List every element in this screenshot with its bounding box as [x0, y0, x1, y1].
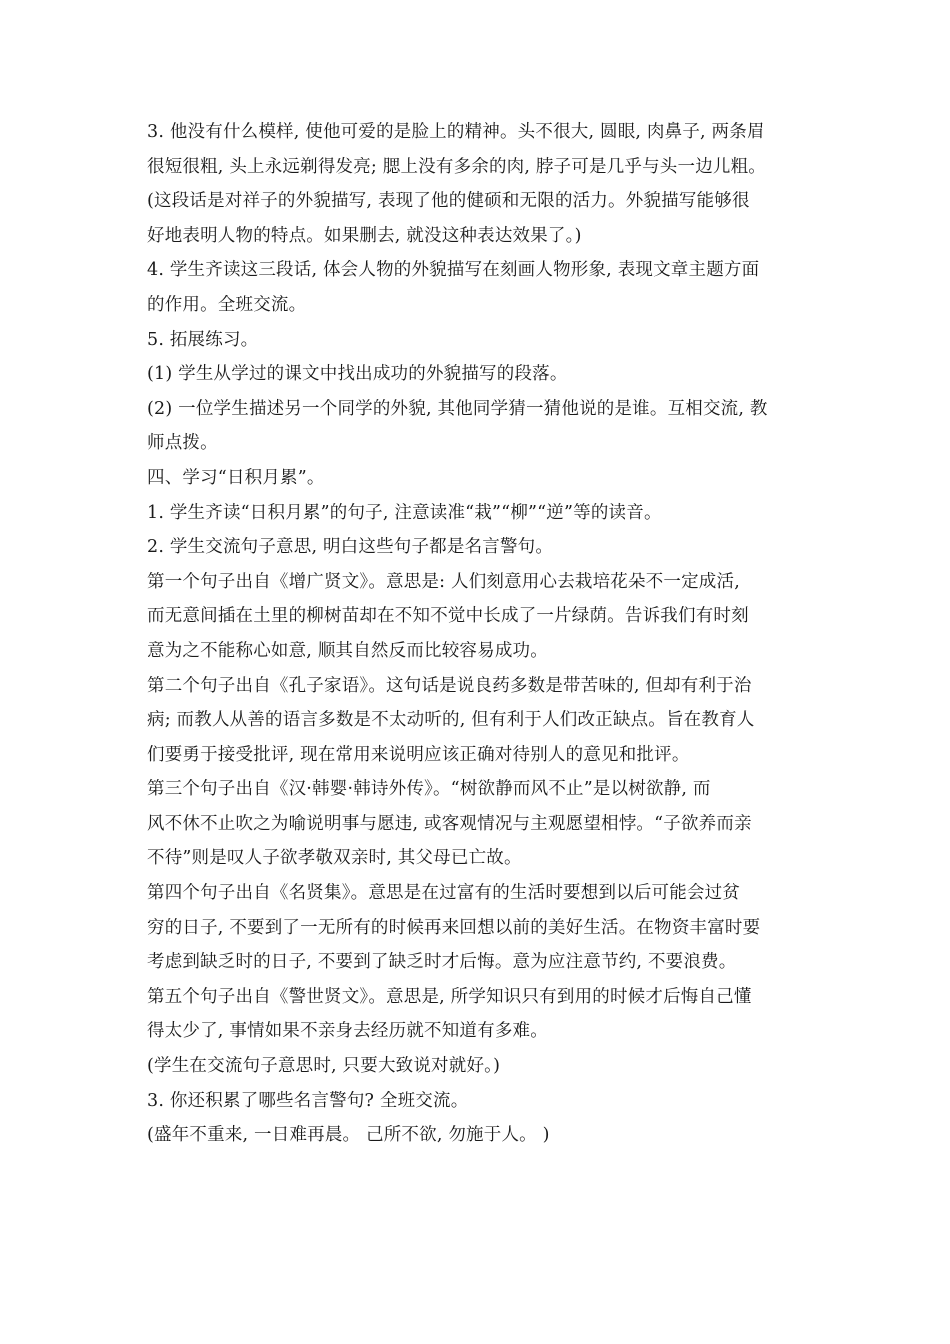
- text-line: 的作用。全班交流。: [147, 294, 307, 315]
- text-line: 们要勇于接受批评, 现在常用来说明应该正确对待别人的意见和批评。: [147, 744, 690, 765]
- text-line: 第一个句子出自《增广贤文》。意思是: 人们刻意用心去栽培花朵不一定成活,: [147, 571, 740, 592]
- text-line: 意为之不能称心如意, 顺其自然反而比较容易成功。: [147, 640, 548, 661]
- text-line: 5. 拓展练习。: [147, 329, 259, 350]
- text-line: (1) 学生从学过的课文中找出成功的外貌描写的段落。: [147, 364, 568, 385]
- text-line: 穷的日子, 不要到了一无所有的时候再来回想以前的美好生活。在物资丰富时要: [147, 917, 761, 938]
- text-line: 而无意间插在土里的柳树苗却在不知不觉中长成了一片绿荫。告诉我们有时刻: [147, 606, 749, 627]
- text-line: 2. 学生交流句子意思, 明白这些句子都是名言警句。: [147, 537, 554, 558]
- text-line: 3. 他没有什么模样, 使他可爱的是脸上的精神。头不很大, 圆眼, 肉鼻子, 两条眉: [147, 122, 765, 142]
- text-line: 很短很粗, 头上永远剃得发亮; 腮上没有多余的肉, 脖子可是几乎与头一边儿粗。: [147, 156, 767, 177]
- section-heading: 四、学习“日积月累”。: [147, 467, 325, 488]
- text-line: (学生在交流句子意思时, 只要大致说对就好。): [147, 1056, 501, 1077]
- text-line: 第四个句子出自《名贤集》。意思是在过富有的生活时要想到以后可能会过贫: [147, 883, 741, 904]
- text-line: (这段话是对祥子的外貌描写, 表现了他的健硕和无限的活力。外貌描写能够很: [147, 191, 750, 212]
- text-line: 好地表明人物的特点。如果删去, 就没这种表达效果了。): [147, 225, 582, 246]
- text-line: 得太少了, 事情如果不亲身去经历就不知道有多难。: [147, 1021, 548, 1042]
- document-body: [147, 115, 817, 1153]
- text-line: 3. 你还积累了哪些名言警句? 全班交流。: [147, 1090, 469, 1111]
- text-line: (盛年不重来, 一日难再晨。 己所不欲, 勿施于人。 ): [147, 1125, 550, 1146]
- text-line: 4. 学生齐读这三段话, 体会人物的外貌描写在刻画人物形象, 表现文章主题方面: [147, 260, 760, 281]
- text-line: 第五个句子出自《警世贤文》。意思是, 所学知识只有到用的时候才后悔自己懂: [147, 986, 752, 1007]
- text-line: 病; 而教人从善的语言多数是不太动听的, 但有利于人们改正缺点。旨在教育人: [147, 710, 755, 731]
- text-line: 1. 学生齐读“日积月累”的句子, 注意读准“栽”“柳”“逆”等的读音。: [147, 502, 662, 523]
- text-line: 不待”则是叹人子欲孝敬双亲时, 其父母已亡故。: [147, 848, 522, 869]
- text-line: 第二个句子出自《孔子家语》。这句话是说良药多数是带苦味的, 但却有利于治: [147, 675, 752, 696]
- text-line: 风不休不止吹之为喻说明事与愿违, 或客观情况与主观愿望相悖。“子欲养而亲: [147, 813, 752, 834]
- text-line: 第三个句子出自《汉·韩婴·韩诗外传》。“树欲静而风不止”是以树欲静, 而: [147, 779, 711, 800]
- text-line: (2) 一位学生描述另一个同学的外貌, 其他同学猜一猜他说的是谁。互相交流, 教: [147, 398, 768, 419]
- text-line: 考虑到缺乏时的日子, 不要到了缺乏时才后悔。意为应注意节约, 不要浪费。: [147, 952, 737, 973]
- text-line: 师点拨。: [147, 433, 218, 454]
